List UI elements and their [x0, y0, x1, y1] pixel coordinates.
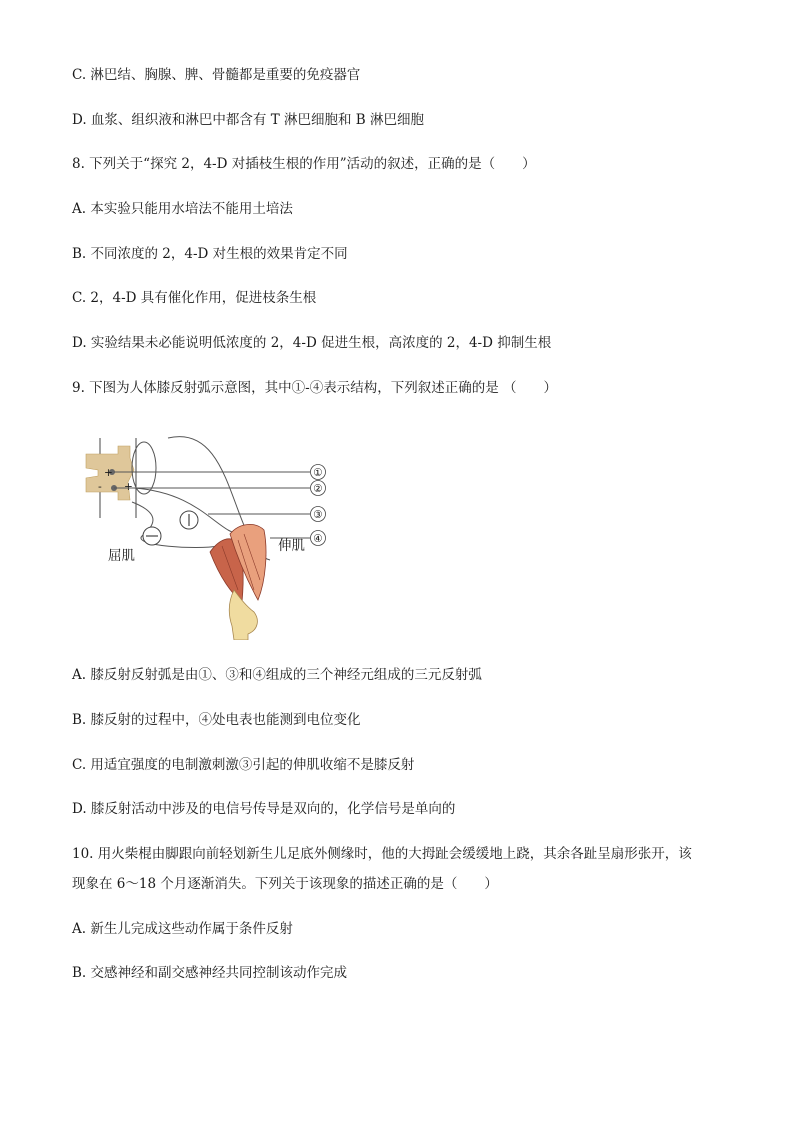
q8-option-a: A. 本实验只能用水培法不能用土培法 — [72, 201, 293, 217]
q8-stem: 8. 下列关于“探究 2，4-D 对插枝生根的作用”活动的叙述，正确的是（ ） — [72, 156, 536, 172]
marker-1: ① — [313, 467, 323, 479]
marker-2: ② — [313, 483, 323, 495]
q8-option-b: B. 不同浓度的 2，4-D 对生根的效果肯定不同 — [72, 246, 348, 262]
q7-option-c: C. 淋巴结、胸腺、脾、骨髓都是重要的免疫器官 — [72, 67, 361, 83]
q9-stem: 9. 下图为人体膝反射弧示意图，其中①-④表示结构，下列叙述正确的是 （ ） — [72, 380, 558, 396]
marker-3: ③ — [313, 509, 323, 521]
cord-plus-b: + — [124, 481, 133, 493]
q10-stem-line-2: 现象在 6～18 个月逐渐消失。下列关于该现象的描述正确的是（ ） — [72, 876, 498, 892]
label-extensor: 伸肌 — [278, 538, 305, 554]
label-flexor: 屈肌 — [108, 548, 135, 564]
q9-option-c: C. 用适宜强度的电制激刺激③引起的伸肌收缩不是膝反射 — [72, 757, 415, 773]
q9-option-d: D. 膝反射活动中涉及的电信号传导是双向的，化学信号是单向的 — [72, 801, 456, 817]
leg-bone — [229, 590, 257, 640]
q7-option-d: D. 血浆、组织液和淋巴中都含有 T 淋巴细胞和 B 淋巴细胞 — [72, 112, 425, 128]
cord-minus: - — [98, 481, 102, 493]
cord-plus-a: + — [104, 467, 113, 479]
marker-4: ④ — [313, 533, 323, 545]
q9-option-a: A. 膝反射反射弧是由①、③和④组成的三个神经元组成的三元反射弧 — [72, 667, 482, 683]
knee-reflex-diagram — [78, 430, 338, 640]
q10-option-a: A. 新生儿完成这些动作属于条件反射 — [72, 921, 293, 937]
q8-option-d: D. 实验结果未必能说明低浓度的 2，4-D 促进生根，高浓度的 2，4-D 抑制生根 — [72, 335, 552, 351]
q10-stem-line-1: 10. 用火柴棍由脚跟向前轻划新生儿足底外侧缘时，他的大拇趾会缓缓地上跷，其余各趾呈扇形张开，该 — [72, 846, 692, 862]
q9-option-b: B. 膝反射的过程中，④处电表也能测到电位变化 — [72, 712, 361, 728]
q10-option-b: B. 交感神经和副交感神经共同控制该动作完成 — [72, 965, 348, 981]
q8-option-c: C. 2，4-D 具有催化作用，促进枝条生根 — [72, 290, 317, 306]
